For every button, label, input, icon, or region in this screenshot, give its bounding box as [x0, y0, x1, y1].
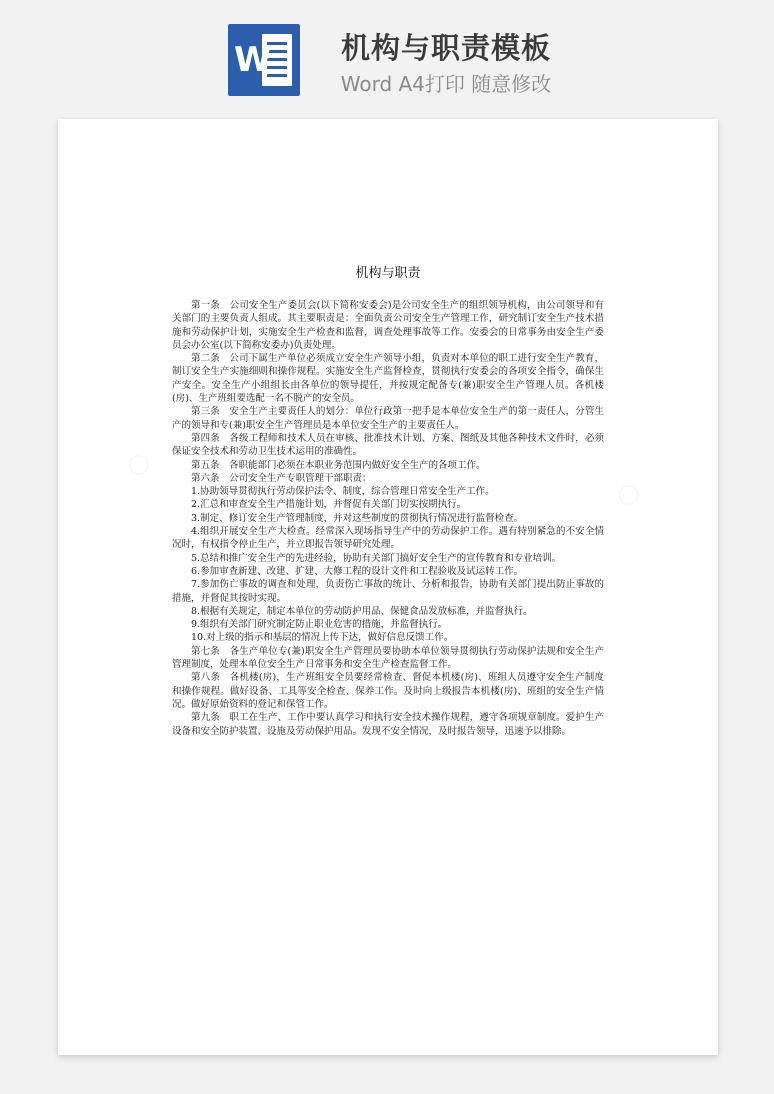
- banner-title: 机构与职责模板: [340, 31, 551, 65]
- watermark: ○: [121, 445, 158, 483]
- word-document-icon: [228, 24, 300, 96]
- document-page: [58, 119, 718, 1055]
- document-paragraph: 第八条 各机楼(房)，生产班组安全员要经常检查、督促本机楼(房)、班组人员遵守安全生产制度和操作规程。做好设备、工具等安全检查、保养工作。及时向上级报告本机楼(房)、班组的安全生产情况。做好原始资料的登记和保管工作。: [172, 672, 604, 710]
- template-banner: [0, 0, 774, 105]
- document-paragraph: 第五条 各职能部门必须在本职业务范围内做好安全生产的各项工作。: [191, 459, 486, 471]
- document-paragraph: 第三条 安全生产主要责任人的划分：单位行政第一把手是本单位安全生产的第一责任人，分管生产的领导和专(兼)职安全生产管理员是本单位安全生产的主要责任人。: [172, 406, 604, 431]
- document-paragraph: 6.参加审查新建、改建、扩建、大修工程的设计文件和工程验收及试运转工作。: [191, 565, 524, 577]
- watermark: ○: [611, 475, 648, 513]
- document-paragraph: 8.根据有关规定，制定本单位的劳动防护用品、保健食品发放标准，并监督执行。: [191, 605, 533, 617]
- document-paragraph: 2.汇总和审查安全生产措施计划，并督促有关部门切实按期执行。: [191, 499, 467, 511]
- document-paragraph: 3.制定、修订安全生产管理制度，并对这些制度的贯彻执行情况进行监督检查。: [191, 512, 524, 524]
- document-paragraph: 5.总结和推广安全生产的先进经验，协助有关部门搞好安全生产的宣传教育和专业培训。: [191, 552, 562, 564]
- document-paragraph: 9.组织有关部门研究制定防止职业危害的措施，并监督执行。: [191, 619, 448, 631]
- document-paragraph: 7.参加伤亡事故的调查和处理，负责伤亡事故的统计、分析和报告，协助有关部门提出防止事故的措施，并督促其按时实现。: [172, 579, 604, 604]
- document-paragraph: 第七条 各生产单位专(兼)职安全生产管理员要协助本单位领导贯彻执行劳动保护法规和安全生产管理制度，处理本单位安全生产日常事务和安全生产检查监督工作。: [172, 645, 604, 671]
- banner-subtitle: Word A4打印 随意修改: [340, 72, 552, 96]
- document-paragraph: 10.对上级的指示和基层的情况上传下达，做好信息反馈工作。: [191, 632, 454, 644]
- document-paragraph: 第九条 职工在生产、工作中要认真学习和执行安全技术操作规程，遵守各项规章制度。爱护生产设备和安全防护装置、设施及劳动保护用品。发现不安全情况，及时报告领导，迅速予以排除。: [172, 712, 604, 737]
- document-paragraph: 第二条 公司下属生产单位必须成立安全生产领导小组，负责对本单位的职工进行安全生产教育，制订安全生产实施细则和操作规程。实施安全生产监督检查，贯彻执行安委会的各项安全指令，确保生产安全。安全生产小组组长由各单位的领导提任，并按规定配备专(兼)职安全生产管理人员。各机楼(房)、生产班组要选配一名不脱产的安全员。: [172, 353, 604, 405]
- document-paragraph: 4.组织开展安全生产大检查。经常深入现场指导生产中的劳动保护工作。遇有特别紧急的不安全情况时，有权指令停止生产，并立即报告领导研究处理。: [172, 526, 604, 551]
- document-paragraph: 第一条 公司安全生产委员会(以下简称安委会)是公司安全生产的组织领导机构，由公司领导和有关部门的主要负责人组成。其主要职责是：全面负责公司安全生产管理工作，研究制订安全生产技术措施和劳动保护计划，实施安全生产检查和监督，调查处理事故等工作。安委会的日常事务由安全生产委员会办公室(以下简称安委办)负责处理。: [172, 300, 604, 351]
- logo-letter: W: [234, 40, 272, 80]
- document-body: [172, 299, 604, 738]
- document-paragraph: 第六条 公司安全生产专职管理干部职责：: [191, 472, 372, 484]
- document-title: 机构与职责: [355, 266, 421, 281]
- document-paragraph: 1.协助领导贯彻执行劳动保护法令、制度，综合管理日常安全生产工作。: [191, 486, 495, 498]
- document-paragraph: 第四条 各级工程师和技术人员在审核、批准技术计划、方案、图纸及其他各种技术文件时，必须保证安全技术和劳动卫生技术运用的准确性。: [172, 432, 604, 458]
